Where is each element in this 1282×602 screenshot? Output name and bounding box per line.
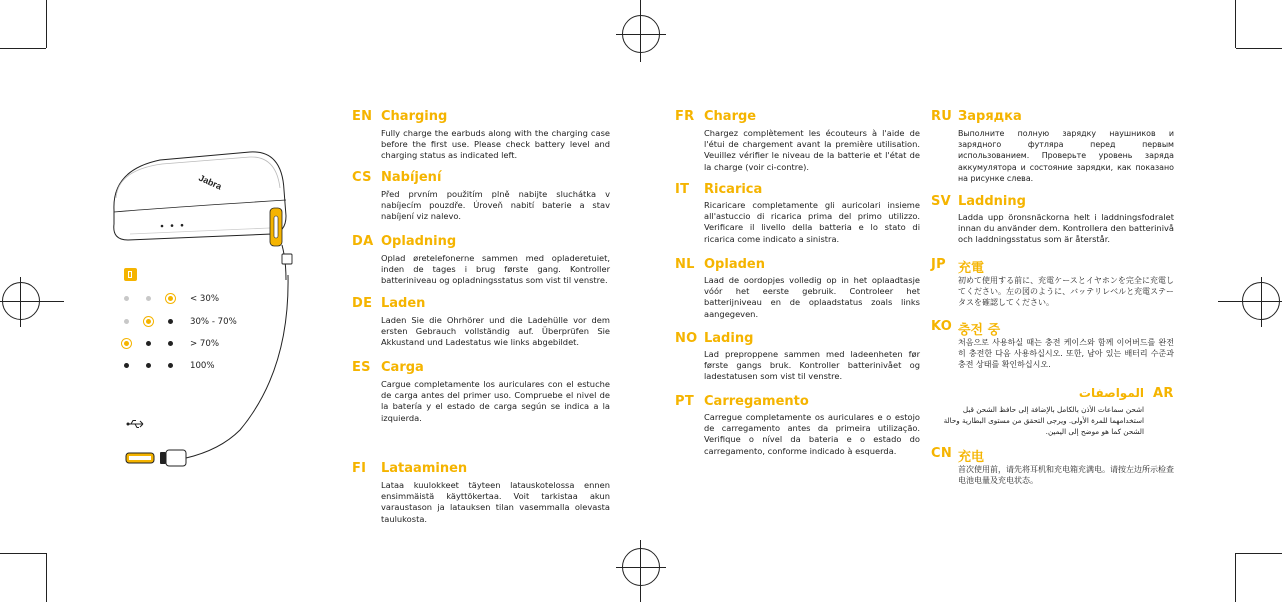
section-text: Carregue completamente os auriculares e o estojo de carregamento antes da primeira utilização. Verifique o nível da bateria e o estado do carregamento, conforme indicado à esquerda. bbox=[704, 412, 920, 456]
led-dot bbox=[124, 296, 129, 301]
section-text: Laden Sie die Ohrhörer und die Ladehülle vor dem ersten Gebrauch vollständig auf. Überprüfen Sie Akkustand und Ladestatus wie links abgebildet. bbox=[381, 315, 610, 348]
section-code: NL bbox=[675, 257, 695, 272]
section-text: Lataa kuulokkeet täyteen latauskotelossa ennen ensimmäistä käyttökertaa. Voit tarkistaa akun varaustason ja latauksen tilan vasemmalla olevasta taulukosta. bbox=[381, 480, 610, 524]
section-title: Laden bbox=[381, 296, 426, 311]
section-code: ES bbox=[352, 360, 371, 375]
led-dot bbox=[146, 363, 151, 368]
led-dot bbox=[168, 319, 173, 324]
section-title: Lading bbox=[704, 331, 754, 346]
section-title: Opladen bbox=[704, 257, 765, 272]
led-dot bbox=[146, 296, 151, 301]
section-text: Ladda upp öronsnäckorna helt i laddningsfodralet innan du använder dem. Kontrollera den batterinivå och laddningsstatus som är återstår. bbox=[958, 212, 1174, 245]
section-code: RU bbox=[931, 109, 953, 124]
section-code: SV bbox=[931, 194, 952, 209]
section-text: اشحن سماعات الأذن بالكامل بالإضافة إلى حافظ الشحن قبل استخدامهما للمرة الأولى. ويرجى التحقق من مستوى البطارية وحالة الشحن كما هو موضح إلى اليمين. bbox=[943, 405, 1144, 436]
section-title: Nabíjení bbox=[381, 170, 442, 185]
section-text: 初めて使用する前に、充電ケースとイヤホンを完全に充電してください。左の図のように、バッテリレベルと充電ステータスを確認してください。 bbox=[958, 276, 1174, 308]
section-text: Ricaricare completamente gli auricolari insieme all'astuccio di ricarica prima del primo utilizzo. Verificare il livello della batteria e lo stato di ricarica come indicato a sinistra. bbox=[704, 200, 920, 244]
section-code: KO bbox=[931, 319, 953, 334]
section-title: 充電 bbox=[958, 261, 985, 276]
section-title: 충전 중 bbox=[958, 323, 1001, 338]
section-code: FR bbox=[675, 109, 695, 124]
section-title: Carga bbox=[381, 360, 424, 375]
section-text: Chargez complètement les écouteurs à l'aide de l'étui de chargement avant la première utilisation. Veuillez vérifier le niveau de la batterie et l'état de la charge (voir ci-contre). bbox=[704, 128, 920, 172]
section-text: Lad preproppene sammen med ladeenheten før første gangs bruk. Kontroller batterinivået og ladestatusen som vist til venstre. bbox=[704, 349, 920, 382]
battery-level-label: > 70% bbox=[190, 339, 220, 349]
battery-level-label: 100% bbox=[190, 361, 215, 371]
led-dot bbox=[168, 363, 173, 368]
section-title: 充电 bbox=[958, 450, 985, 465]
led-blink-dot bbox=[146, 319, 151, 324]
section-code: CN bbox=[931, 446, 953, 461]
section-title: Charging bbox=[381, 109, 448, 124]
section-code: AR bbox=[1153, 386, 1174, 401]
battery-level-label: < 30% bbox=[190, 294, 220, 304]
led-dot bbox=[146, 341, 151, 346]
section-text: Před prvním použitím plně nabijte sluchátka v nabíjecím pouzdře. Úroveň nabití baterie a stav nabíjení viz nalevo. bbox=[381, 189, 610, 222]
led-blink-dot bbox=[124, 341, 129, 346]
section-text: Oplad øretelefonerne sammen med opladeretuiet, inden de tages i brug første gang. Kontroller batteriniveau og opladningsstatus som vist til venstre. bbox=[381, 253, 610, 286]
svg-text:Jabra: Jabra bbox=[197, 172, 224, 192]
section-title: Opladning bbox=[381, 234, 457, 249]
led-blink-dot bbox=[168, 296, 173, 301]
section-code: DA bbox=[352, 234, 374, 249]
section-text: 首次使用前，请先将耳机和充电箱充满电。请按左边所示检查电池电量及充电状态。 bbox=[958, 465, 1174, 486]
usb-icon bbox=[126, 414, 144, 424]
section-title: Ricarica bbox=[704, 182, 763, 197]
section-title: Laddning bbox=[958, 194, 1026, 209]
section-code: EN bbox=[352, 109, 373, 124]
section-title: Charge bbox=[704, 109, 757, 124]
led-dot bbox=[168, 341, 173, 346]
section-title: Зарядка bbox=[958, 109, 1022, 124]
led-dot bbox=[124, 363, 129, 368]
section-code: CS bbox=[352, 170, 372, 185]
section-code: PT bbox=[675, 394, 694, 409]
section-text: Cargue completamente los auriculares con el estuche de carga antes del primer uso. Compruebe el nivel de la batería y el estado de carga según se indica a la izquierda. bbox=[381, 379, 610, 423]
led-dot bbox=[124, 319, 129, 324]
section-title: المواصفات bbox=[1078, 386, 1144, 400]
section-text: Выполните полную зарядку наушников и зарядного футляра перед первым использованием. Проверьте уровень заряда аккумулятора и состояние зарядки, как показано на рисунке слева. bbox=[958, 129, 1174, 183]
section-text: 처음으로 사용하실 때는 충전 케이스와 함께 이어버드를 완전히 충전한 다음 사용하십시오. 또한, 남아 있는 배터리 수준과 충전 상태를 확인하십시오. bbox=[958, 338, 1174, 370]
section-code: FI bbox=[352, 461, 367, 476]
section-ar bbox=[931, 386, 1176, 446]
section-text: Laad de oordopjes volledig op in het oplaadtasje vóór het eerste gebruik. Controleer het batterijniveau en de oplaadstatus zoals links aangegeven. bbox=[704, 275, 920, 319]
section-code: DE bbox=[352, 296, 373, 311]
section-code: IT bbox=[675, 182, 690, 197]
section-title: Carregamento bbox=[704, 394, 809, 409]
battery-level-label: 30% - 70% bbox=[190, 317, 237, 327]
section-code: JP bbox=[931, 257, 946, 272]
section-title: Lataaminen bbox=[381, 461, 468, 476]
section-text: Fully charge the earbuds along with the charging case before the first use. Please check battery level and charging status as indicated left. bbox=[381, 128, 610, 161]
charging-illustration bbox=[100, 130, 340, 470]
section-code: NO bbox=[675, 331, 698, 346]
battery-legend-icon bbox=[124, 268, 137, 281]
